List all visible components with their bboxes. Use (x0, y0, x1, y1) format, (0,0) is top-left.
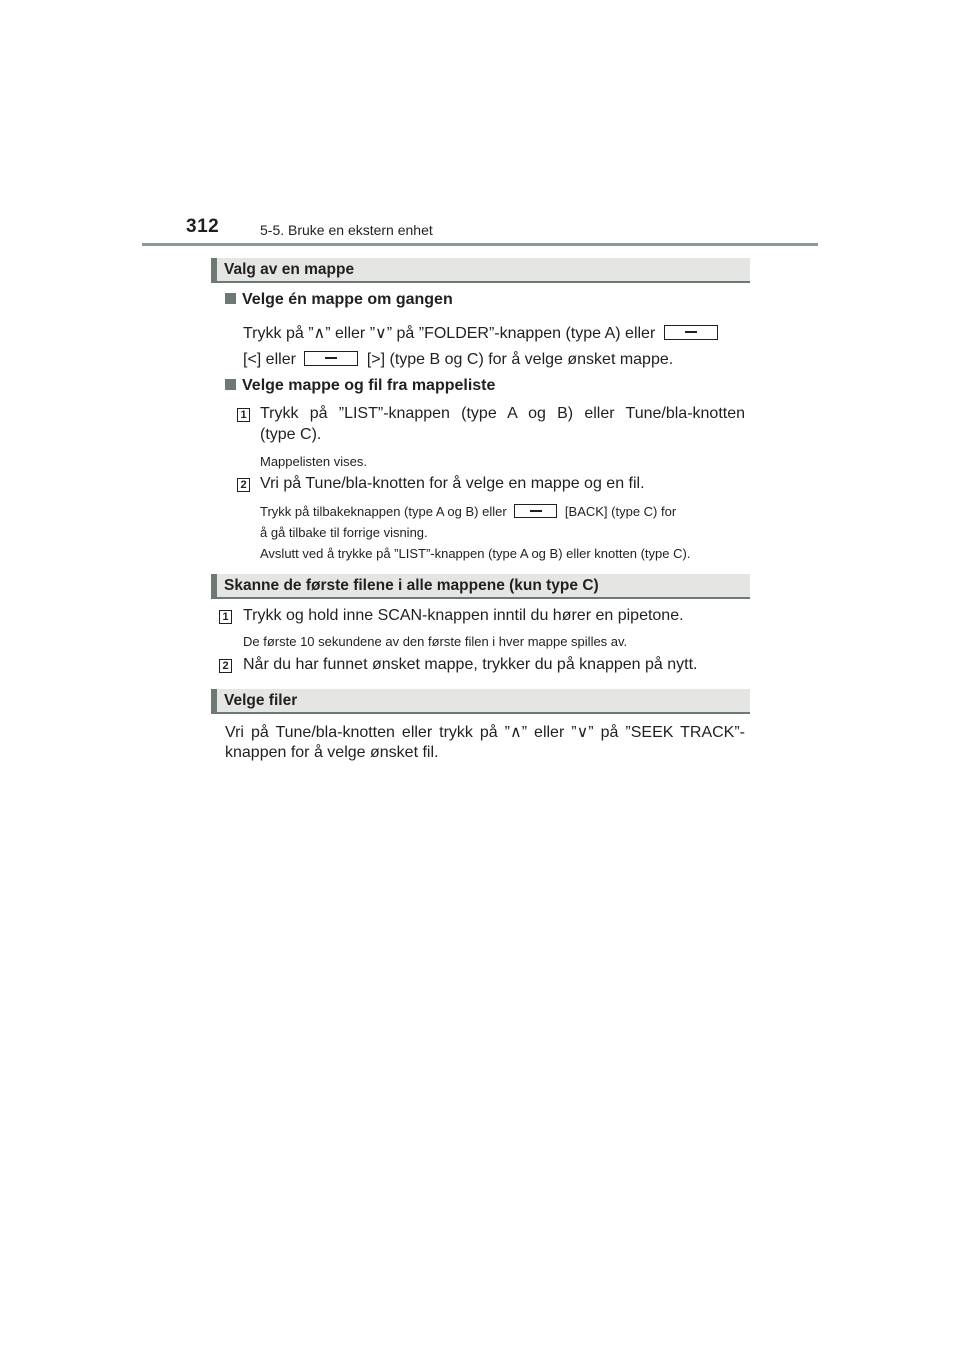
subheading-folder-list (225, 377, 495, 395)
instruction-text: [<] eller (243, 351, 296, 368)
subheading-text: Velge én mappe om gangen (242, 291, 453, 308)
step-number-badge: 1 (219, 610, 232, 624)
instruction-line (243, 323, 718, 343)
instruction-text: [>] (type B og C) for å velge ønsket mappe. (366, 351, 674, 368)
step-note (260, 504, 676, 519)
button-symbol-icon (514, 504, 557, 518)
step-number-badge: 2 (237, 478, 250, 492)
instruction-line (243, 351, 673, 369)
page-number: 312 (186, 216, 220, 237)
section-heading-scan (211, 574, 750, 599)
section-heading-select-files (211, 689, 750, 714)
step-number-badge: 2 (219, 659, 232, 673)
step-note: De første 10 sekundene av den første filen i hver mappe spilles av. (243, 634, 628, 649)
section-heading-text: Valg av en mappe (224, 261, 355, 278)
button-symbol-icon (304, 351, 358, 366)
body-text: Vri på Tune/bla-knotten eller trykk på ”∧” eller ”∨” på ”SEEK TRACK”- (225, 724, 745, 741)
button-symbol-icon (664, 325, 718, 340)
step-text: Trykk og hold inne SCAN-knappen inntil du hører en pipetone. (243, 607, 684, 624)
note-text: [BACK] (type C) for (564, 504, 677, 519)
step-text: Trykk på ”LIST”-knappen (type A og B) eller Tune/bla-knotten (260, 405, 745, 422)
note-text: Trykk på tilbakeknappen (type A og B) eller (260, 504, 507, 519)
section-heading-text: Skanne de første filene i alle mappene (kun type C) (224, 577, 599, 594)
body-text: knappen for å velge ønsket fil. (225, 744, 439, 761)
instruction-text: Trykk på ”∧” eller ”∨” på ”FOLDER”-knappen (type A) eller (243, 325, 656, 342)
header-rule (142, 243, 818, 246)
chapter-title: 5-5. Bruke en ekstern enhet (260, 222, 433, 238)
step-text: (type C). (260, 426, 322, 443)
step-text: Vri på Tune/bla-knotten for å velge en mappe og en fil. (260, 475, 645, 492)
step-text: Når du har funnet ønsket mappe, trykker du på knappen på nytt. (243, 656, 698, 673)
step-note: Mappelisten vises. (260, 454, 367, 469)
step-note: å gå tilbake til forrige visning. (260, 525, 428, 540)
section-heading-folder-select (211, 258, 750, 283)
step-note: Avslutt ved å trykke på ”LIST”-knappen (type A og B) eller knotten (type C). (260, 546, 691, 561)
subheading-one-folder (225, 291, 453, 309)
square-bullet-icon (225, 293, 236, 304)
section-heading-text: Velge filer (224, 692, 298, 709)
step-number-badge: 1 (237, 408, 250, 422)
square-bullet-icon (225, 379, 236, 390)
subheading-text: Velge mappe og fil fra mappeliste (242, 377, 496, 394)
